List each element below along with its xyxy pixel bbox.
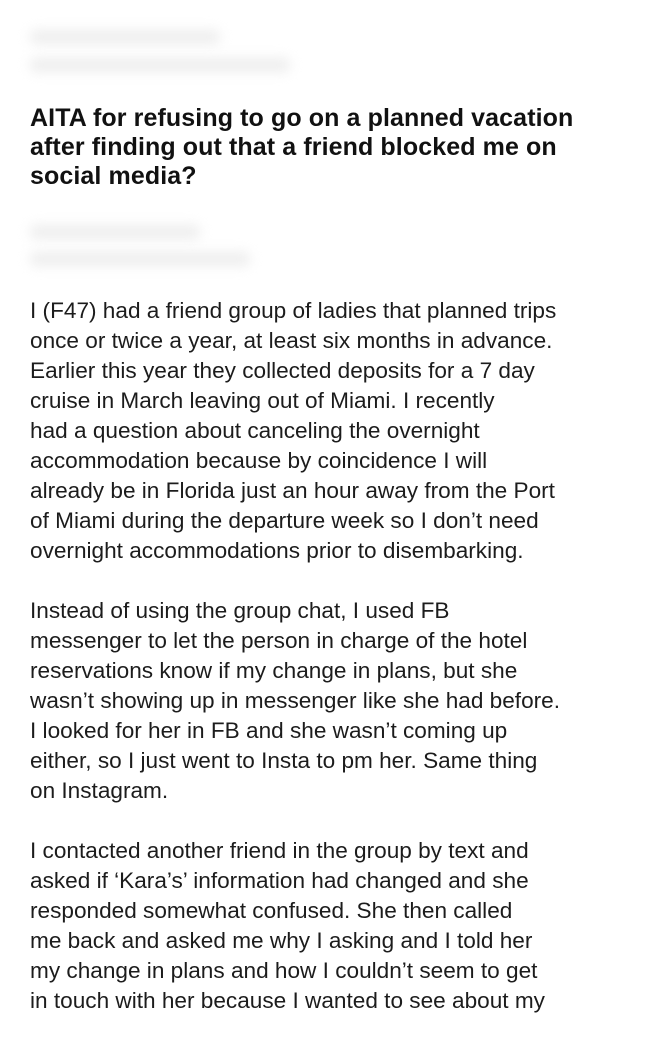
post-header [30, 104, 645, 191]
post-paragraph-2: Instead of using the group chat, I used FB messenger to let the person in charge of the hotel reservations know if my change in plans, but she wasn’t showing up in messenger like she had before. I looked for her in FB and she wasn’t coming up either, so I just went to Insta to pm her. Same thing on Instagram. [30, 598, 561, 803]
post-body [30, 296, 645, 1046]
post-title: AITA for refusing to go on a planned vacation after finding out that a friend blocked me on social media? [30, 104, 574, 190]
redacted-info [30, 252, 250, 266]
redacted-metadata [30, 58, 290, 72]
post-paragraph-3: I contacted another friend in the group by text and asked if ‘Kara’s’ information had changed and she responded somewhat confused. She then called me back and asked me why I asking and I told her my change in plans and how I couldn’t seem to get in touch with her because I wanted to see about my [30, 838, 545, 1013]
redacted-username [30, 30, 220, 44]
post-paragraph-1: I (F47) had a friend group of ladies that planned trips once or twice a year, at least six months in advance. Earlier this year they collected deposits for a 7 day cruise in March leaving out of Miami. I recently had a question about canceling the overnight accommodation because by coincidence I will already be in Florida just an hour away from the Port of Miami during the departure week so I don’t need overnight accommodations prior to disembarking. [30, 298, 557, 563]
redacted-flair [30, 225, 200, 239]
